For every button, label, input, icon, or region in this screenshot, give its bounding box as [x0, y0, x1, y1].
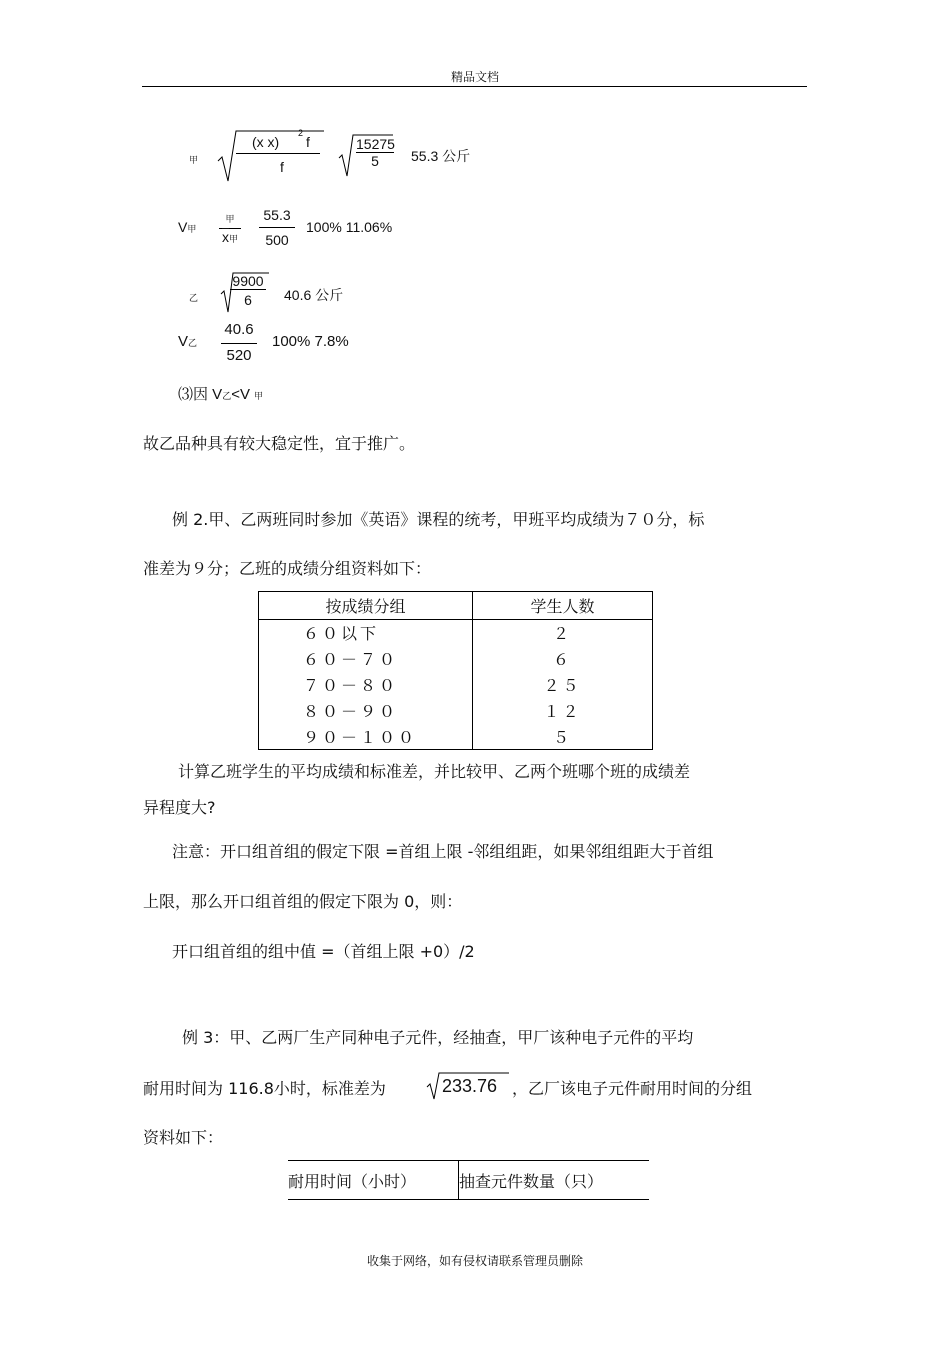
mean-jia-denominator	[219, 228, 241, 245]
example3-line1: 例 3：甲、乙两厂生产同种电子元件，经抽查，甲厂该种电子元件的平均	[182, 1028, 694, 1047]
example2-question-line2: 异程度大?	[143, 798, 216, 817]
table-row	[259, 672, 653, 698]
score-range-cell: ６０以下	[259, 620, 473, 646]
header-durability-hours: 耐用时间（小时）	[288, 1161, 459, 1200]
table-row	[259, 697, 653, 723]
score-range-cell: ８０－９０	[259, 697, 473, 723]
sigma-jia-numerator: 甲	[225, 214, 235, 224]
score-range-cell: ６０－７０	[259, 646, 473, 672]
table-header-row	[259, 592, 653, 620]
conclusion-text: 故乙品种具有较大稳定性，宜于推广。	[143, 434, 416, 453]
score-range-cell: ７０－８０	[259, 672, 473, 698]
v-yi-subscript: 乙	[188, 338, 198, 348]
sqrt-value-233-76: 233.76	[442, 1076, 498, 1096]
fraction-denominator: 5	[356, 152, 394, 169]
fraction-bar-1	[236, 153, 320, 154]
student-count-cell: ２５	[473, 672, 653, 698]
v-yi-result: 100% 7.8%	[272, 333, 349, 350]
example3-line3: 资料如下：	[143, 1128, 224, 1147]
example2-question-line1: 计算乙班学生的平均成绩和标准差，并比较甲、乙两个班哪个班的成绩差	[178, 762, 691, 781]
table-header-row	[288, 1161, 649, 1200]
fraction-denominator: 500	[259, 227, 295, 248]
page-header: 精品文档	[450, 70, 499, 84]
table-row	[259, 620, 653, 646]
fraction-denominator: 6	[230, 289, 266, 308]
table-row	[259, 723, 653, 749]
fraction-40-6-over-520	[221, 321, 257, 364]
v-jia-label	[178, 219, 196, 235]
comparison-sub-yi: 乙	[222, 391, 232, 401]
comparison-line	[178, 383, 263, 404]
sigma-jia-result: 55.3 公斤	[411, 148, 471, 164]
sigma-over-mean-fraction	[219, 212, 241, 245]
v-jia-subscript: 甲	[187, 224, 197, 234]
header-sample-count: 抽查元件数量（只）	[459, 1161, 650, 1200]
frequency-f-numerator: f	[306, 134, 310, 150]
header-rule	[142, 86, 807, 87]
fraction-numerator: 55.3	[263, 207, 291, 223]
fraction-numerator: 9900	[232, 273, 264, 289]
example3-line2-start: 耐用时间为 116.8小时，标准差为	[143, 1079, 386, 1098]
fraction-15275-over-5	[356, 136, 394, 169]
v-yi-label	[178, 333, 197, 350]
sigma-yi-result: 40.6 公斤	[284, 287, 344, 303]
student-count-cell: ６	[473, 646, 653, 672]
score-group-table	[258, 591, 653, 750]
table-row	[259, 646, 653, 672]
comparison-sub-jia: 甲	[253, 391, 263, 401]
x-bar: $\overline{x}$	[221, 229, 229, 245]
score-range-cell: ９０－１００	[259, 723, 473, 749]
durability-table	[288, 1160, 649, 1200]
v-letter: V	[178, 333, 189, 350]
fraction-numerator: 40.6	[224, 321, 254, 338]
fraction-denominator: 520	[221, 343, 257, 364]
header-score-group: 按成绩分组	[259, 592, 473, 620]
square-exponent: 2	[298, 128, 304, 138]
student-count-cell: ５	[473, 723, 653, 749]
x-bar-subscript: 甲	[228, 234, 238, 244]
page-footer: 收集于网络，如有侵权请联系管理员删除	[366, 1254, 583, 1268]
frequency-f-denominator: f	[280, 159, 284, 175]
note-line1: 注意：开口组首组的假定下限 =首组上限 -邻组组距，如果邻组组距大于首组	[172, 842, 714, 861]
student-count-cell: １２	[473, 697, 653, 723]
v-letter: V	[178, 219, 188, 235]
note-line2: 上限，那么开口组首组的假定下限为 0，则：	[143, 892, 463, 911]
comparison-prefix: ⑶因 V	[178, 386, 223, 403]
example3-line2-end: ，乙厂该电子元件耐用时间的分组	[512, 1079, 753, 1098]
sigma-jia-subscript: 甲	[189, 155, 199, 165]
fraction-55-3-over-500	[259, 207, 295, 248]
student-count-cell: ２	[473, 620, 653, 646]
sigma-yi-subscript: 乙	[189, 293, 199, 303]
example2-line1: 例 2.甲、乙两班同时参加《英语》课程的统考，甲班平均成绩为７０分，标	[172, 510, 705, 529]
fraction-numerator: 15275	[356, 136, 395, 152]
deviation-term: (x x)	[252, 134, 280, 150]
example2-line2: 准差为９分；乙班的成绩分组资料如下：	[143, 559, 432, 578]
v-jia-result: 100% 11.06%	[306, 219, 393, 235]
header-student-count: 学生人数	[473, 592, 653, 620]
fraction-9900-over-6	[230, 273, 266, 308]
note-line3: 开口组首组的组中值 =（首组上限 +0）/2	[172, 942, 475, 961]
comparison-mid: <V	[231, 386, 250, 403]
